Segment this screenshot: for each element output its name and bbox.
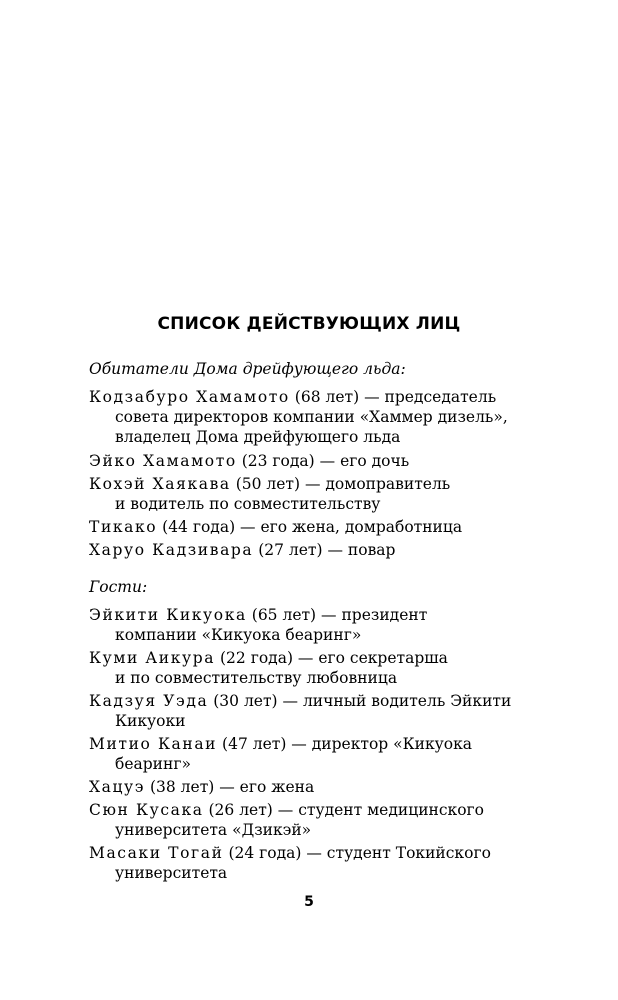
character-desc: и водитель по совместительству (115, 495, 381, 513)
character-entry (89, 777, 529, 797)
character-name: Куми Аикура (89, 649, 216, 667)
character-desc: университета «Дзикэй» (115, 821, 312, 839)
character-desc: (38 лет) — его жена (145, 778, 315, 796)
section-heading-residents: Обитатели Дома дрейфующего льда: (89, 360, 406, 378)
character-name: Тикако (89, 518, 158, 536)
character-entry (89, 605, 529, 645)
section-heading-guests: Гости: (89, 578, 148, 596)
character-name: Эйкити Кикуока (89, 606, 247, 624)
character-name: Хацуэ (89, 778, 146, 796)
character-entry (89, 387, 529, 447)
page-title: СПИСОК ДЕЙСТВУЮЩИХ ЛИЦ (157, 314, 461, 334)
page-number: 5 (304, 894, 314, 910)
character-desc: (47 лет) — директор «Кикуока (217, 735, 473, 753)
character-desc: (24 года) — студент Токийского (223, 844, 491, 862)
character-desc: совета директоров компании «Хаммер дизель», (115, 408, 508, 426)
character-desc: (23 года) — его дочь (236, 452, 410, 470)
character-name: Харуо Кадзивара (89, 541, 254, 559)
character-desc: (30 лет) — личный водитель Эйкити (208, 692, 512, 710)
character-desc: (68 лет) — председатель (289, 388, 497, 406)
character-name: Сюн Кусака (89, 801, 204, 819)
character-desc: и по совместительству любовница (115, 669, 398, 687)
character-entry (89, 540, 529, 560)
character-entry (89, 691, 529, 731)
character-name: Кохэй Хаякава (89, 475, 231, 493)
character-name: Эйко Хамамото (89, 452, 237, 470)
character-desc: (22 года) — его секретарша (215, 649, 448, 667)
character-desc: (26 лет) — студент медицинского (203, 801, 485, 819)
character-entry (89, 734, 529, 774)
character-entry (89, 451, 529, 471)
character-name: Митио Канаи (89, 735, 218, 753)
character-desc: университета (115, 864, 228, 882)
character-desc: (65 лет) — президент (246, 606, 428, 624)
character-entry (89, 800, 529, 840)
character-name: Кодзабуро Хамамото (89, 388, 290, 406)
character-desc: (44 года) — его жена, домработница (157, 518, 463, 536)
character-desc: беаринг» (115, 755, 191, 773)
character-name: Масаки Тогай (89, 844, 224, 862)
character-desc: компании «Кикуока беаринг» (115, 626, 362, 644)
character-entry (89, 843, 529, 883)
character-desc: Кикуоки (115, 712, 186, 730)
character-entry (89, 474, 529, 514)
character-desc: владелец Дома дрейфующего льда (115, 428, 401, 446)
character-entry (89, 648, 529, 688)
character-entry (89, 517, 529, 537)
character-desc: (27 лет) — повар (253, 541, 396, 559)
character-name: Кадзуя Уэда (89, 692, 209, 710)
character-desc: (50 лет) — домоправитель (230, 475, 451, 493)
